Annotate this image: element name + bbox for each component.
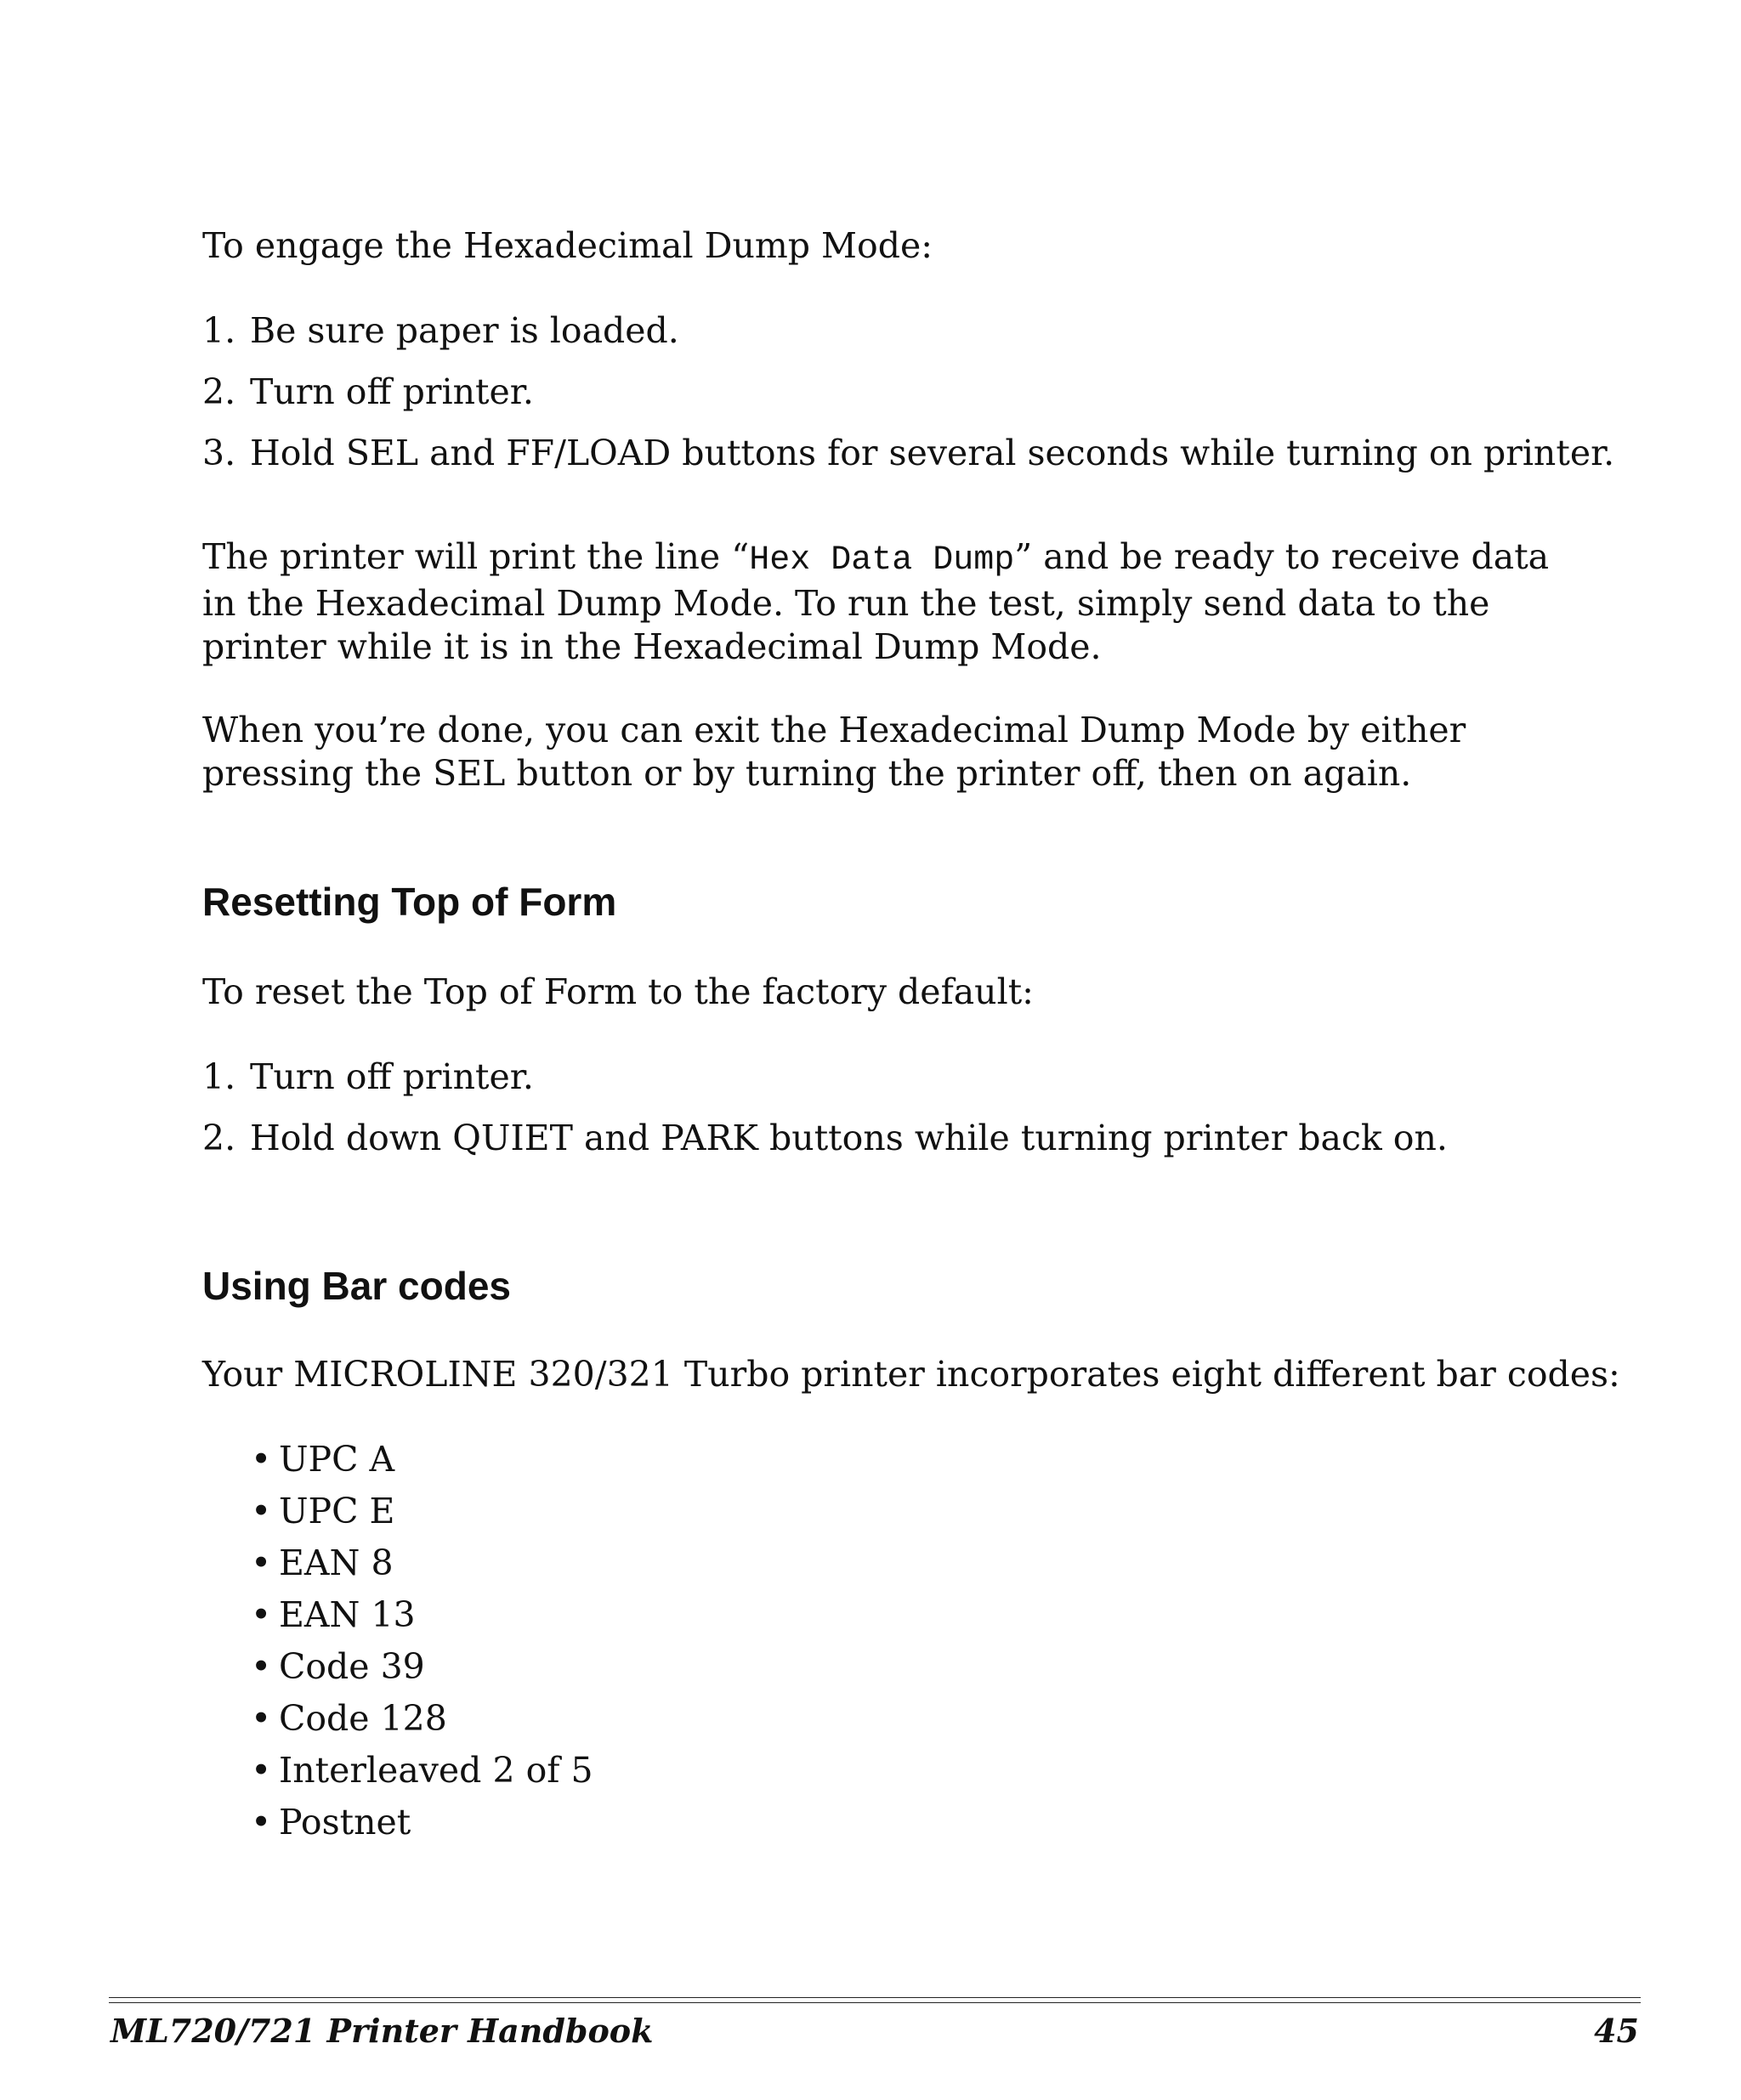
step-text: Be sure paper is loaded.: [250, 310, 679, 351]
bar-code-list-item: [251, 1801, 411, 1844]
hex-dump-step-3: [202, 432, 1614, 475]
reset-tof-intro: To reset the Top of Form to the factory default:: [202, 971, 1034, 1012]
footer-title: ML720/721 Printer Handbook: [111, 2012, 654, 2050]
step-text: Hold down QUIET and PARK buttons while turning printer back on.: [250, 1118, 1448, 1158]
bar-code-name: UPC A: [279, 1439, 395, 1480]
step-text: Turn off printer.: [250, 371, 534, 412]
step-text: Hold SEL and FF/LOAD buttons for several seconds while turning on printer.: [250, 433, 1615, 473]
step-number: 2.: [202, 1118, 236, 1158]
bar-code-list-item: [251, 1749, 593, 1792]
bar-code-name: Code 39: [279, 1646, 425, 1687]
bar-code-list-item: [251, 1438, 394, 1481]
step-number: 3.: [202, 433, 236, 473]
page-number: 45: [1594, 2012, 1639, 2050]
footer-rule: [109, 1997, 1641, 2003]
bar-code-name: Postnet: [279, 1802, 411, 1842]
bar-code-name: Code 128: [279, 1698, 447, 1739]
bullet-icon: •: [251, 1698, 272, 1739]
bar-code-name: Interleaved 2 of 5: [279, 1750, 593, 1791]
bar-code-name: EAN 8: [279, 1542, 394, 1583]
step-number: 2.: [202, 371, 236, 412]
bullet-icon: •: [251, 1750, 272, 1791]
paragraph-text: ” and be ready to receive data in the Hexadecimal Dump Mode. To run the test, simply send data to the printer while it is in the Hexadecimal Dump Mode.: [202, 536, 1550, 667]
bar-code-list-item: [251, 1542, 394, 1585]
step-text: Turn off printer.: [250, 1056, 534, 1097]
bar-code-list-item: [251, 1490, 394, 1533]
exit-hex-dump-paragraph: When you’re done, you can exit the Hexadecimal Dump Mode by either pressing the SEL button or by turning the printer off, then on again.: [202, 710, 1466, 794]
step-number: 1.: [202, 1056, 236, 1097]
section-heading-resetting-top-of-form: Resetting Top of Form: [202, 880, 617, 924]
bullet-icon: •: [251, 1646, 272, 1687]
paragraph-text: The printer will print the line “: [202, 536, 750, 577]
bullet-icon: •: [251, 1802, 272, 1842]
reset-tof-step-1: [202, 1056, 534, 1099]
hex-dump-step-1: [202, 309, 679, 353]
bar-codes-intro: Your MICROLINE 320/321 Turbo printer incorporates eight different bar codes:: [202, 1354, 1620, 1395]
bar-code-name: UPC E: [279, 1491, 395, 1531]
bar-code-name: EAN 13: [279, 1594, 416, 1635]
reset-tof-step-2: [202, 1117, 1448, 1160]
hex-dump-step-2: [202, 371, 534, 414]
bullet-icon: •: [251, 1594, 272, 1635]
hex-dump-paragraph: [202, 535, 1562, 669]
bar-code-list-item: [251, 1593, 416, 1637]
bullet-icon: •: [251, 1542, 272, 1583]
section-heading-using-bar-codes: Using Bar codes: [202, 1264, 511, 1308]
hex-dump-intro: To engage the Hexadecimal Dump Mode:: [202, 225, 933, 266]
code-text: Hex Data Dump: [749, 541, 1015, 580]
bar-code-list-item: [251, 1645, 425, 1689]
bullet-icon: •: [251, 1439, 272, 1480]
step-number: 1.: [202, 310, 236, 351]
bar-code-list-item: [251, 1697, 447, 1741]
bullet-icon: •: [251, 1491, 272, 1531]
